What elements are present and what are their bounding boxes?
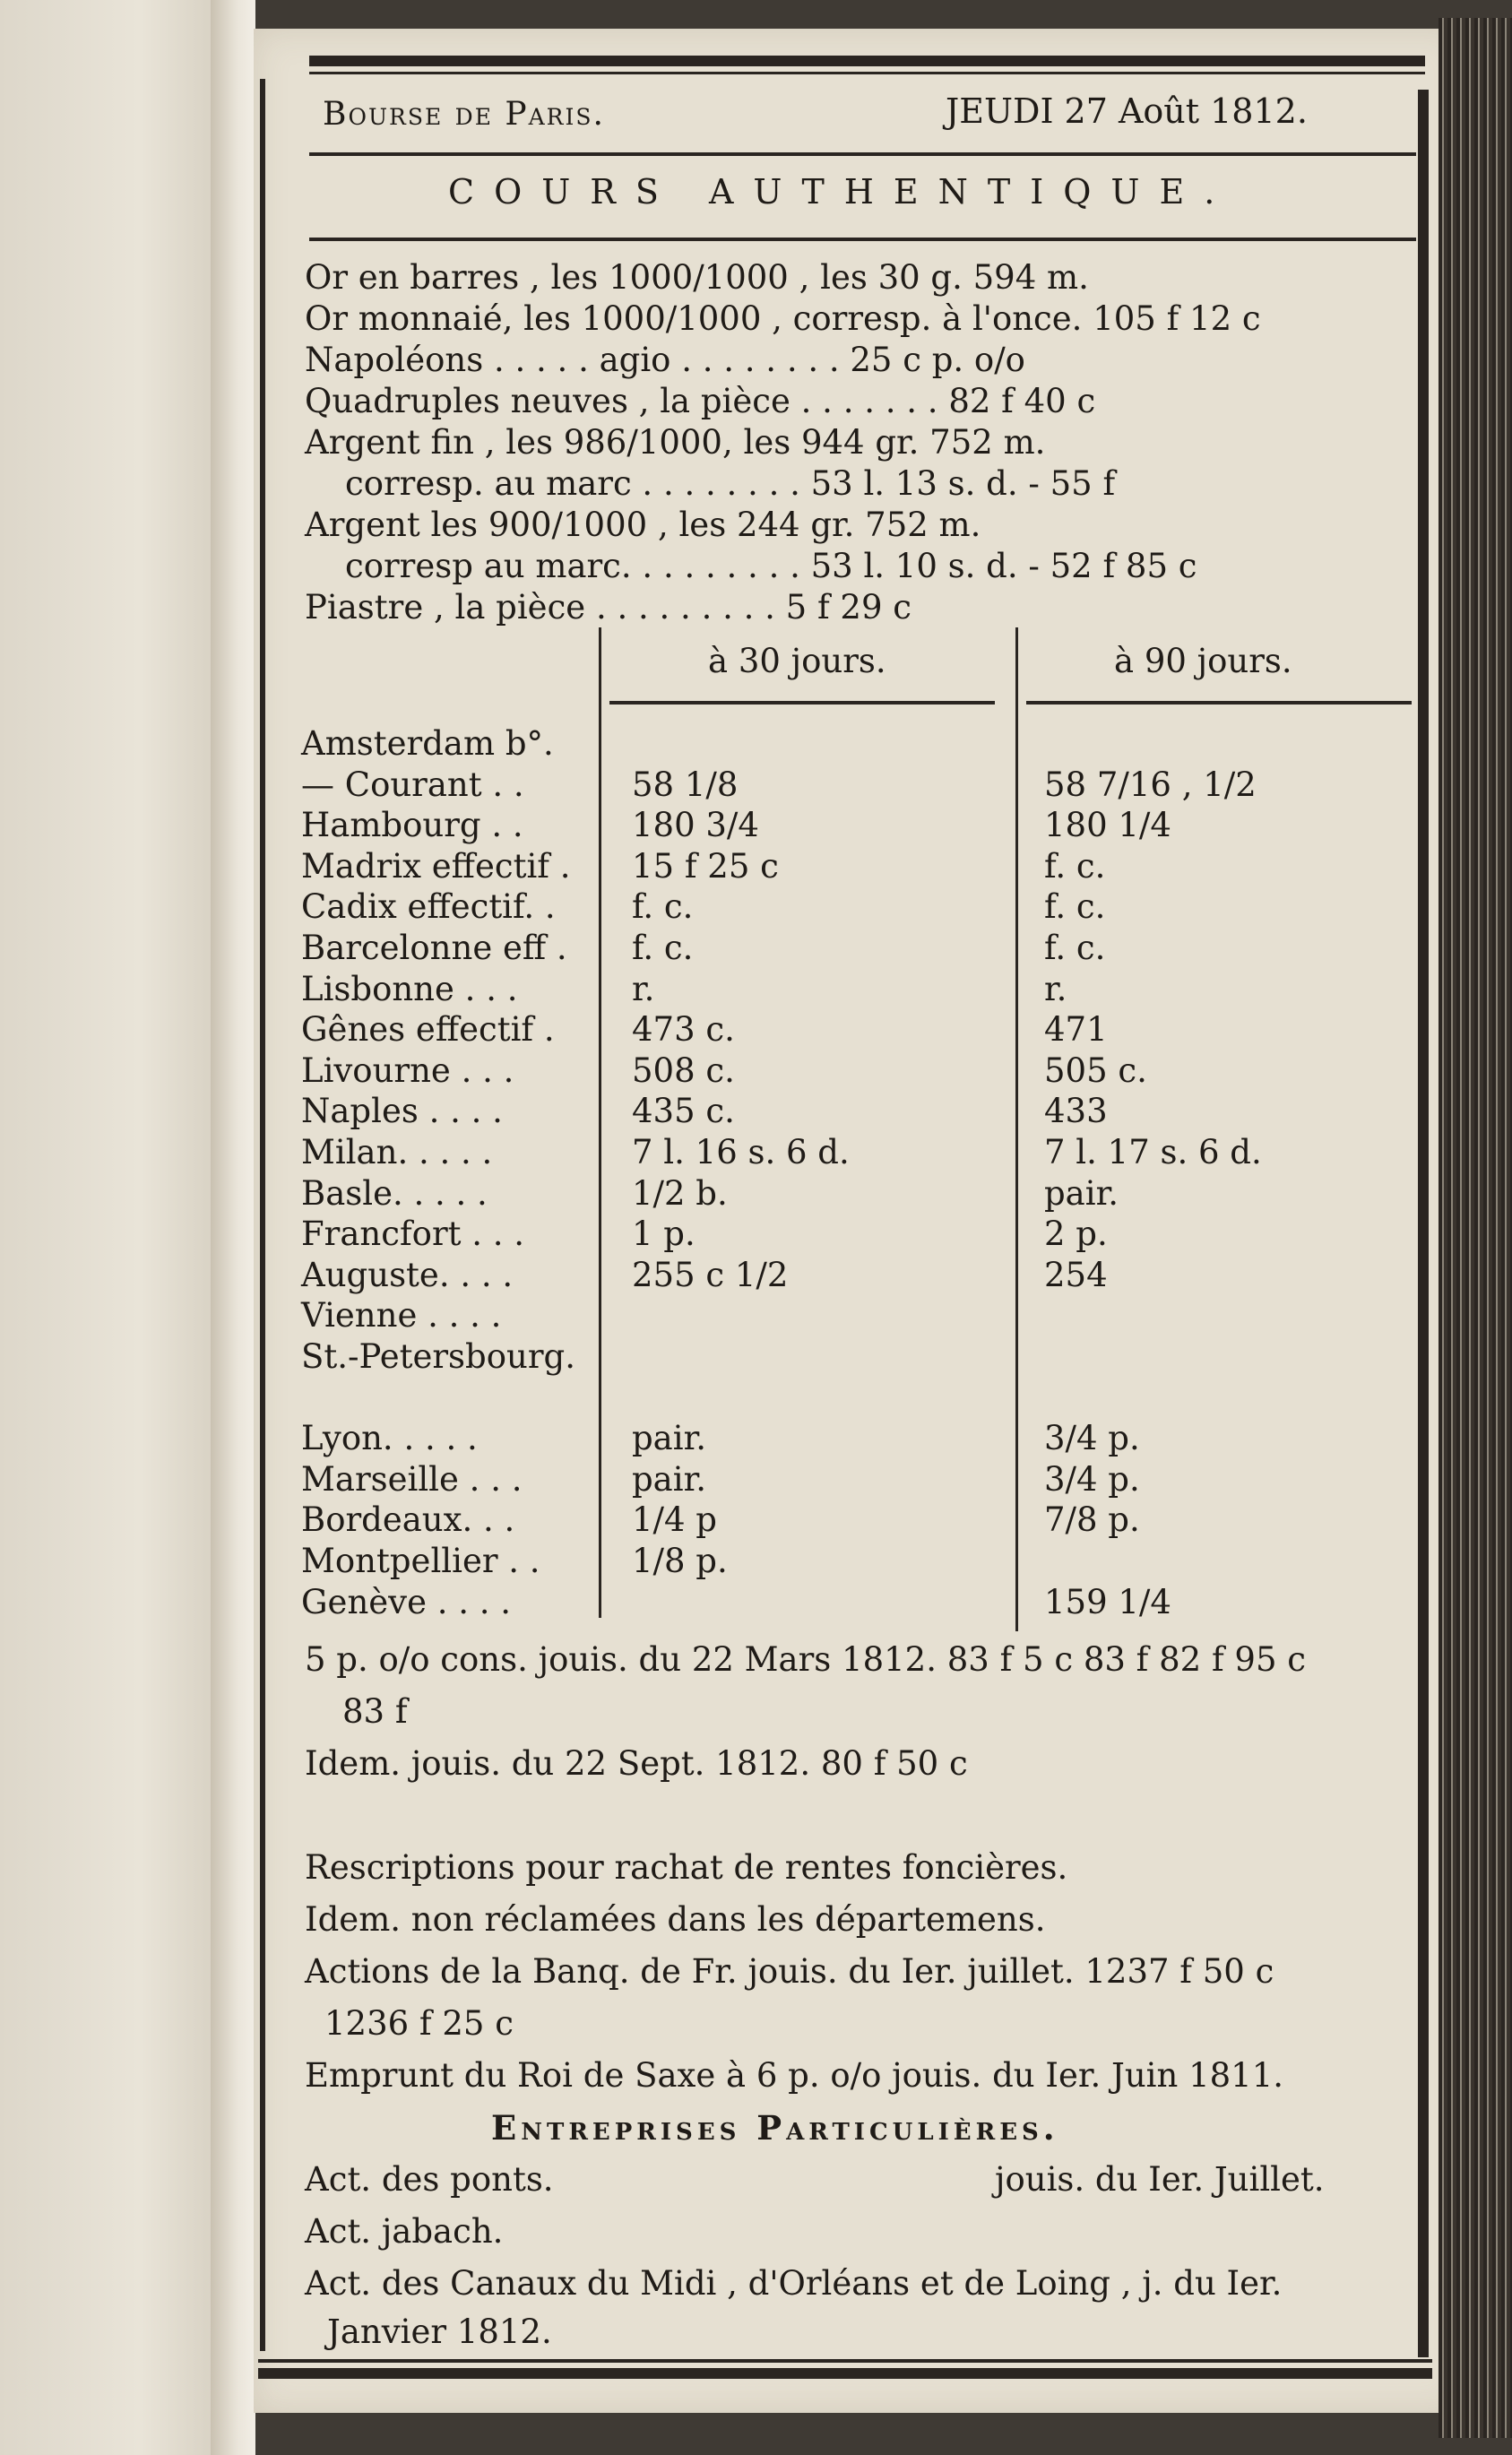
metal-line: Argent fin , les 986/1000, les 944 gr. 752 m. <box>305 423 1046 462</box>
fund-line: Actions de la Banq. de Fr. jouis. du Ier. juillet. 1237 f 50 c <box>305 1952 1274 1991</box>
top-rule-thin <box>309 72 1425 74</box>
exchange-place: Genève . . . . <box>301 1583 512 1621</box>
rate-90-days: 159 1/4 <box>1044 1583 1171 1621</box>
ponts-label: Act. des ponts. <box>305 2160 554 2199</box>
fund-line: 83 f <box>342 1692 408 1731</box>
book-gutter <box>211 0 255 2455</box>
ponts-jouis: jouis. du Ier. Juillet. <box>995 2160 1325 2199</box>
exchange-place: Auguste. . . . <box>301 1256 514 1294</box>
rate-30-days: f. c. <box>632 887 694 926</box>
rate-30-days: 15 f 25 c <box>632 847 779 886</box>
rate-30-days: r. <box>632 970 655 1008</box>
exchange-place: — Courant . . <box>301 765 524 804</box>
rate-90-days: 7/8 p. <box>1044 1500 1140 1539</box>
rate-30-days: 1 p. <box>632 1215 696 1253</box>
exchange-place: Cadix effectif. . <box>301 887 556 926</box>
rate-90-days: 3/4 p. <box>1044 1419 1140 1457</box>
title-rule <box>309 238 1416 241</box>
jabach-line: Act. jabach. <box>305 2212 504 2251</box>
rate-90-days: f. c. <box>1044 887 1106 926</box>
exchange-place: Milan. . . . . <box>301 1133 493 1171</box>
metal-line: Napoléons . . . . . agio . . . . . . . . 25 c p. o/o <box>305 341 1025 379</box>
rate-90-days: f. c. <box>1044 847 1106 886</box>
canaux-line: Act. des Canaux du Midi , d'Orléans et de Loing , j. du Ier. <box>305 2264 1283 2303</box>
column-divider <box>1015 627 1018 1631</box>
metal-line: corresp. au marc . . . . . . . . 53 l. 13 s. d. - 55 f <box>345 464 1116 503</box>
metal-line: corresp au marc. . . . . . . . . 53 l. 10 s. d. - 52 f 85 c <box>345 547 1197 585</box>
header-90-days: à 90 jours. <box>1114 642 1292 680</box>
rate-30-days: 1/2 b. <box>632 1174 728 1213</box>
exchange-place: Vienne . . . . <box>301 1296 502 1335</box>
exchange-place: Marseille . . . <box>301 1460 523 1499</box>
fund-line: Rescriptions pour rachat de rentes foncières. <box>305 1848 1068 1887</box>
rate-90-days: f. c. <box>1044 929 1106 967</box>
rate-30-days: 255 c 1/2 <box>632 1256 789 1294</box>
fund-line: 1236 f 25 c <box>324 2004 514 2043</box>
exchange-place: Madrix effectif . <box>301 847 571 886</box>
metal-line: Argent les 900/1000 , les 244 gr. 752 m. <box>305 506 981 544</box>
rate-30-days: f. c. <box>632 929 694 967</box>
metal-line: Or en barres , les 1000/1000 , les 30 g. 594 m. <box>305 258 1089 297</box>
exchange-place: Basle. . . . . <box>301 1174 488 1213</box>
metal-line: Or monnaié, les 1000/1000 , corresp. à l'once. 105 f 12 c <box>305 299 1261 338</box>
exchange-place: Lisbonne . . . <box>301 970 518 1008</box>
exchange-place: Livourne . . . <box>301 1051 514 1090</box>
exchange-place: Gênes effectif . <box>301 1010 555 1049</box>
rate-90-days: 505 c. <box>1044 1051 1147 1090</box>
rate-90-days: 254 <box>1044 1256 1108 1294</box>
rate-90-days: 3/4 p. <box>1044 1460 1140 1499</box>
right-frame-border <box>1418 90 1429 2357</box>
bottom-rule-thick <box>258 2368 1432 2379</box>
rate-90-days: 180 1/4 <box>1044 806 1171 844</box>
exchange-place: Francfort . . . <box>301 1215 525 1253</box>
exchange-place: Hambourg . . <box>301 806 523 844</box>
page-title: COURS AUTHENTIQUE. <box>448 172 1235 212</box>
rate-30-days: 7 l. 16 s. 6 d. <box>632 1133 850 1171</box>
rate-30-days: 1/4 p <box>632 1500 717 1539</box>
header-right: JEUDI 27 Août 1812. <box>946 91 1308 131</box>
rate-30-days: 508 c. <box>632 1051 735 1090</box>
header-rule <box>309 152 1416 156</box>
exchange-place: Naples . . . . <box>301 1092 503 1130</box>
rate-30-days: pair. <box>632 1460 706 1499</box>
column-header-rule <box>609 701 995 705</box>
canaux-continuation: Janvier 1812. <box>327 2312 552 2351</box>
rate-30-days: pair. <box>632 1419 706 1457</box>
fund-line: Emprunt du Roi de Saxe à 6 p. o/o jouis. du Ier. Juin 1811. <box>305 2056 1284 2095</box>
metal-line: Piastre , la pièce . . . . . . . . . 5 f 29 c <box>305 588 912 627</box>
exchange-place: Barcelonne eff . <box>301 929 567 967</box>
rate-30-days: 1/8 p. <box>632 1542 728 1580</box>
rate-90-days: 7 l. 17 s. 6 d. <box>1044 1133 1262 1171</box>
exchange-place: Montpellier . . <box>301 1542 540 1580</box>
exchange-place: Amsterdam b°. <box>301 724 554 763</box>
bottom-rule-thin <box>258 2359 1432 2363</box>
rate-30-days: 58 1/8 <box>632 765 739 804</box>
rate-90-days: 58 7/16 , 1/2 <box>1044 765 1257 804</box>
rate-30-days: 435 c. <box>632 1092 735 1130</box>
rate-30-days: 473 c. <box>632 1010 735 1049</box>
header-30-days: à 30 jours. <box>708 642 886 680</box>
rate-30-days: 180 3/4 <box>632 806 759 844</box>
column-divider <box>599 627 601 1618</box>
metal-line: Quadruples neuves , la pièce . . . . . . . 82 f 40 c <box>305 382 1096 420</box>
rate-90-days: 2 p. <box>1044 1215 1108 1253</box>
fund-line: 5 p. o/o cons. jouis. du 22 Mars 1812. 83 f 5 c 83 f 82 f 95 c <box>305 1640 1306 1679</box>
rate-90-days: 471 <box>1044 1010 1108 1049</box>
entreprises-title: Entreprises Particulières. <box>491 2108 1059 2148</box>
fund-line: Idem. jouis. du 22 Sept. 1812. 80 f 50 c <box>305 1744 968 1783</box>
exchange-place: St.-Petersbourg. <box>301 1337 575 1376</box>
exchange-place: Lyon. . . . . <box>301 1419 478 1457</box>
top-rule-thick <box>309 56 1425 66</box>
exchange-place: Bordeaux. . . <box>301 1500 515 1539</box>
rate-90-days: r. <box>1044 970 1067 1008</box>
page-stack-edges <box>1439 18 1512 2438</box>
fund-line: Idem. non réclamées dans les départemens. <box>305 1900 1046 1939</box>
header-left: Bourse de Paris. <box>323 96 605 133</box>
rate-90-days: 433 <box>1044 1092 1108 1130</box>
column-header-rule <box>1026 701 1412 705</box>
rate-90-days: pair. <box>1044 1174 1119 1213</box>
